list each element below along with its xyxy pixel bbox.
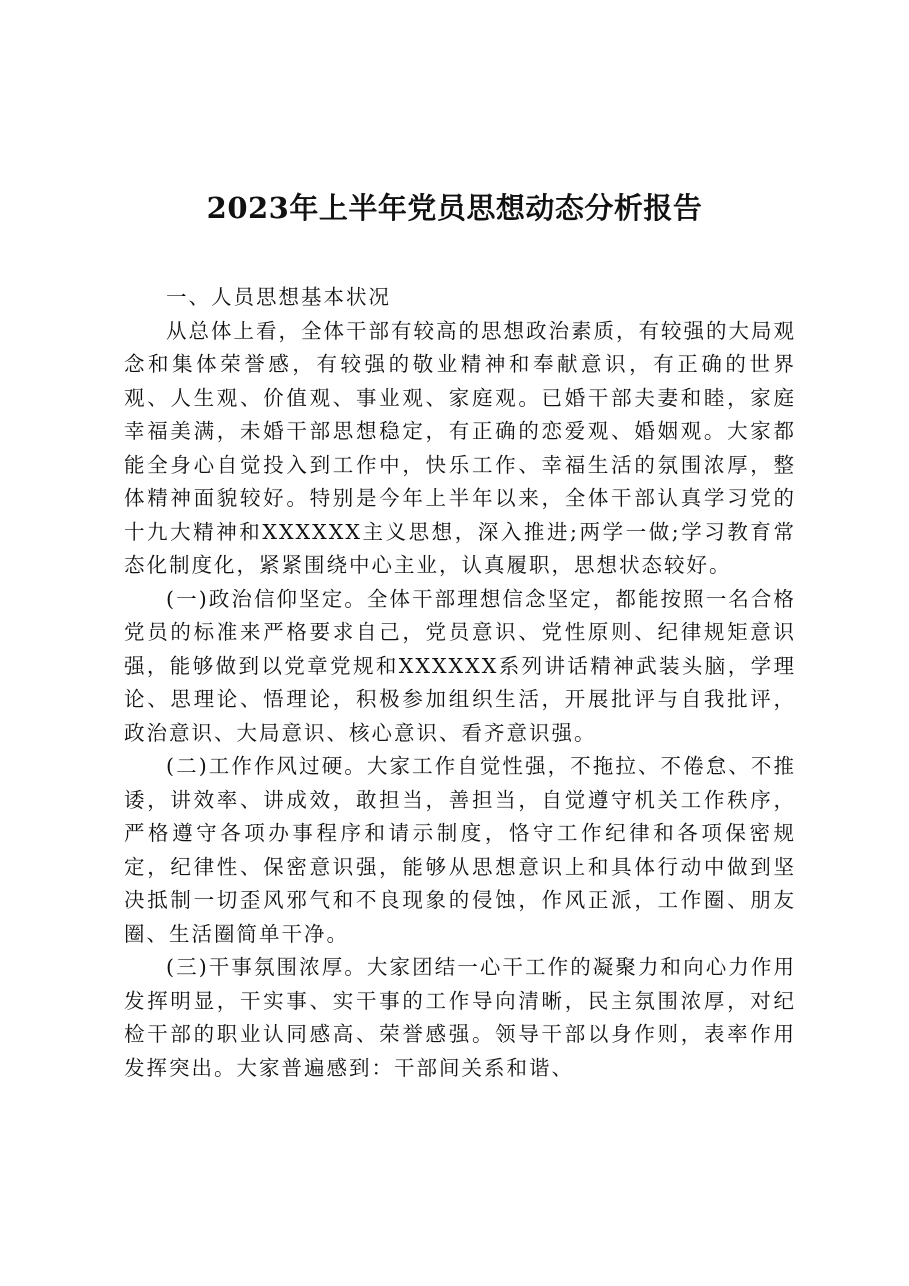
paragraph-work-style: (二)工作作风过硬。大家工作自觉性强，不拖拉、不倦怠、不推诿，讲效率、讲成效，敢担当，善担当，自觉遵守机关工作秩序，严格遵守各项办事程序和请示制度，恪守工作纪律和各项保密规定，纪律性、保密意识强，能够从思想意识上和具体行动中做到坚决抵制一切歪风邪气和不良现象的侵蚀，作风正派，工作圈、朋友圈、生活圈简单干净。 bbox=[124, 754, 796, 946]
section-heading: 一、人员思想基本状况 bbox=[166, 285, 392, 309]
paragraph-work-atmosphere: (三)干事氛围浓厚。大家团结一心干工作的凝聚力和向心力作用发挥明显，干实事、实干事的工作导向清晰，民主氛围浓厚，对纪检干部的职业认同感高、荣誉感强。领导干部以身作则，表率作用发挥突出。大家普遍感到：干部间关系和谐、 bbox=[124, 955, 796, 1080]
paragraph-political-belief: (一)政治信仰坚定。全体干部理想信念坚定，都能按照一名合格党员的标准来严格要求自己，党员意识、党性原则、纪律规矩意识强，能够做到以党章党规和XXXXXX系列讲话精神武装头脑，学理论、思理论、悟理论，积极参加组织生活，开展批评与自我批评，政治意识、大局意识、核心意识、看齐意识强。 bbox=[124, 586, 796, 745]
paragraph-overview: 从总体上看，全体干部有较高的思想政治素质，有较强的大局观念和集体荣誉感，有较强的敬业精神和奉献意识，有正确的世界观、人生观、价值观、事业观、家庭观。已婚干部夫妻和睦，家庭幸福美满，未婚干部思想稳定，有正确的恋爱观、婚姻观。大家都能全身心自觉投入到工作中，快乐工作、幸福生活的氛围浓厚，整体精神面貌较好。特别是今年上半年以来，全体干部认真学习党的十九大精神和XXXXXX主义思想，深入推进;两学一做;学习教育常态化制度化，紧紧围绕中心主业，认真履职，思想状态较好。 bbox=[124, 318, 797, 577]
document-title: 2023年上半年党员思想动态分析报告 bbox=[206, 191, 703, 225]
document-body bbox=[124, 281, 796, 1085]
